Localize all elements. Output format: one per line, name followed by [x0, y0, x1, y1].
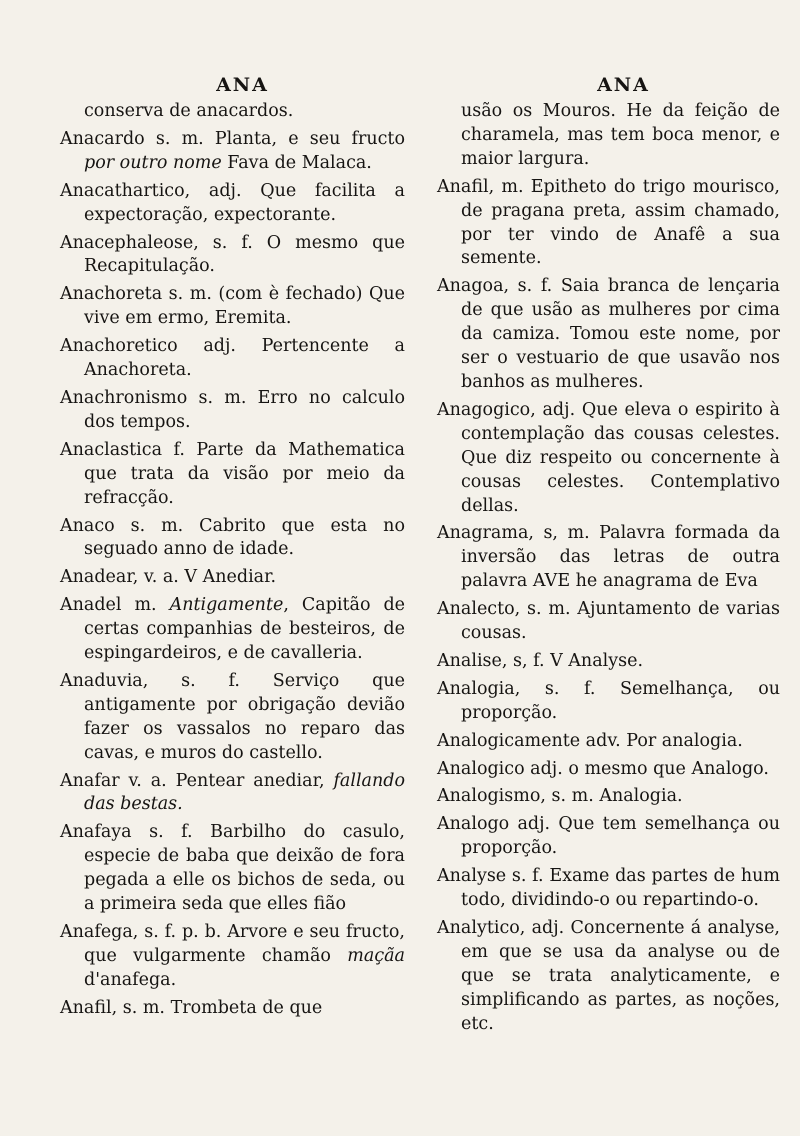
dictionary-entry	[60, 387, 405, 435]
entry-text: Analogismo, s. m. Analogia.	[437, 786, 683, 807]
left-column	[60, 72, 405, 1025]
running-head-left: ANA	[216, 74, 269, 96]
dictionary-entry	[60, 232, 405, 280]
entry-text: Anachoretico adj. Pertencente a Anachoreta.	[60, 336, 405, 381]
entry-italic-text: Antigamente	[169, 595, 284, 616]
dictionary-entry	[60, 594, 405, 666]
entry-text: Anafega, s. f. p. b. Arvore e seu fructo, que vulgarmente chamão	[60, 922, 405, 966]
entry-text: Analogia, s. f. Semelhança, ou proporção.	[437, 678, 780, 723]
left-entries	[60, 100, 405, 1021]
dictionary-entry	[437, 275, 780, 395]
dictionary-entry	[437, 678, 780, 726]
dictionary-entry	[60, 439, 405, 511]
right-entries	[437, 100, 780, 1037]
entry-text: Anachronismo s. m. Erro no calculo dos tempos.	[60, 387, 405, 432]
dictionary-entry	[60, 921, 405, 993]
dictionary-entry	[437, 522, 780, 594]
dictionary-entry	[437, 650, 780, 674]
entry-text: d'anafega.	[84, 969, 177, 990]
dictionary-entry	[437, 730, 780, 754]
dictionary-entry	[60, 670, 405, 766]
entry-text: Anacathartico, adj. Que facilita a expectoração, expectorante.	[60, 180, 405, 225]
dictionary-entry	[437, 598, 780, 646]
dictionary-entry	[60, 180, 405, 228]
dictionary-entry	[437, 758, 780, 782]
entry-text: Analise, s, f. V Analyse.	[437, 650, 644, 671]
dictionary-entry	[60, 997, 405, 1021]
dictionary-entry	[437, 917, 780, 1037]
dictionary-entry	[437, 813, 780, 861]
entry-text: Analytico, adj. Concernente á analyse, em que se usa da analyse ou de que se trata analyticamente, e simplificando as partes, as noções, etc.	[437, 918, 780, 1034]
dictionary-entry	[60, 283, 405, 331]
entry-text: Anachoreta s. m. (com è fechado) Que vive em ermo, Eremita.	[60, 284, 405, 329]
dictionary-entry	[60, 770, 405, 818]
dictionary-entry	[437, 399, 780, 519]
dictionary-entry	[60, 100, 405, 124]
dictionary-entry	[437, 865, 780, 913]
entry-text: Anafaya s. f. Barbilho do casulo, especie de baba que deixão de fora pegada a elle os bichos de seda, ou a primeira seda que elles fião	[60, 822, 405, 915]
dictionary-entry	[60, 335, 405, 383]
entry-text: Anagogico, adj. Que eleva o espirito à contemplação das cousas celestes. Que diz respeito ou concernente à cousas celestes. Contemplativo dellas.	[437, 399, 780, 516]
right-column	[437, 72, 780, 1041]
entry-text: Anagoa, s. f. Saia branca de lençaria de que usão as mulheres por cima da camiza. Tomou este nome, por ser o vestuario de que usavão nos banhos as mulheres.	[437, 276, 780, 392]
entry-text: Analecto, s. m. Ajuntamento de varias cousas.	[437, 599, 780, 644]
entry-text: Anagrama, s, m. Palavra formada da inversão das letras de outra palavra AVE he anagrama de Eva	[437, 523, 780, 592]
entry-text: usão os Mouros. He da feição de charamela, mas tem boca menor, e maior largura.	[461, 101, 780, 169]
dictionary-entry	[60, 821, 405, 917]
entry-text: Anacardo s. m. Planta, e seu fructo	[60, 128, 405, 149]
dictionary-entry	[437, 785, 780, 809]
running-head-right: ANA	[597, 74, 650, 96]
dictionary-entry	[60, 515, 405, 563]
entry-text: Analogico adj. o mesmo que Analogo.	[437, 758, 769, 779]
entry-italic-text: por outro nome	[84, 152, 222, 173]
entry-text: Anacephaleose, s. f. O mesmo que Recapitulação.	[60, 232, 405, 277]
dictionary-entry	[437, 100, 780, 172]
entry-text: Anaclastica f. Parte da Mathematica que trata da visão por meio da refracção.	[60, 439, 405, 508]
dictionary-entry	[60, 128, 405, 176]
entry-text: Anaco s. m. Cabrito que esta no seguado anno de idade.	[60, 515, 405, 560]
entry-text: Analyse s. f. Exame das partes de hum todo, dividindo-o ou repartindo-o.	[437, 866, 780, 911]
entry-text: Anafar v. a. Pentear anediar,	[60, 770, 334, 791]
entry-text: Anadear, v. a. V Anediar.	[60, 567, 277, 588]
entry-italic-text: maçãa	[347, 945, 405, 966]
entry-text: Analogo adj. Que tem semelhança ou proporção.	[437, 814, 780, 859]
entry-text: Anafil, s. m. Trombeta de que	[60, 997, 323, 1018]
dictionary-entry	[437, 176, 780, 272]
entry-italic-text: fallando das bestas.	[84, 770, 405, 815]
entry-text: , Capitão de certas companhias de besteiros, de espingardeiros, e de cavalleria.	[84, 595, 406, 664]
entry-text: Anafil, m. Epitheto do trigo mourisco, de pragana preta, assim chamado, por ter vindo de Anafê a sua semente.	[437, 176, 780, 269]
entry-text: Fava de Malaca.	[221, 152, 372, 173]
dictionary-entry	[60, 566, 405, 590]
entry-text: Anadel m.	[60, 595, 170, 616]
entry-text: Anaduvia, s. f. Serviço que antigamente por obrigação devião fazer os vassalos no reparo das cavas, e muros do castello.	[60, 670, 405, 763]
entry-text: Analogicamente adv. Por analogia.	[437, 730, 743, 751]
entry-text: conserva de anacardos.	[84, 101, 294, 121]
